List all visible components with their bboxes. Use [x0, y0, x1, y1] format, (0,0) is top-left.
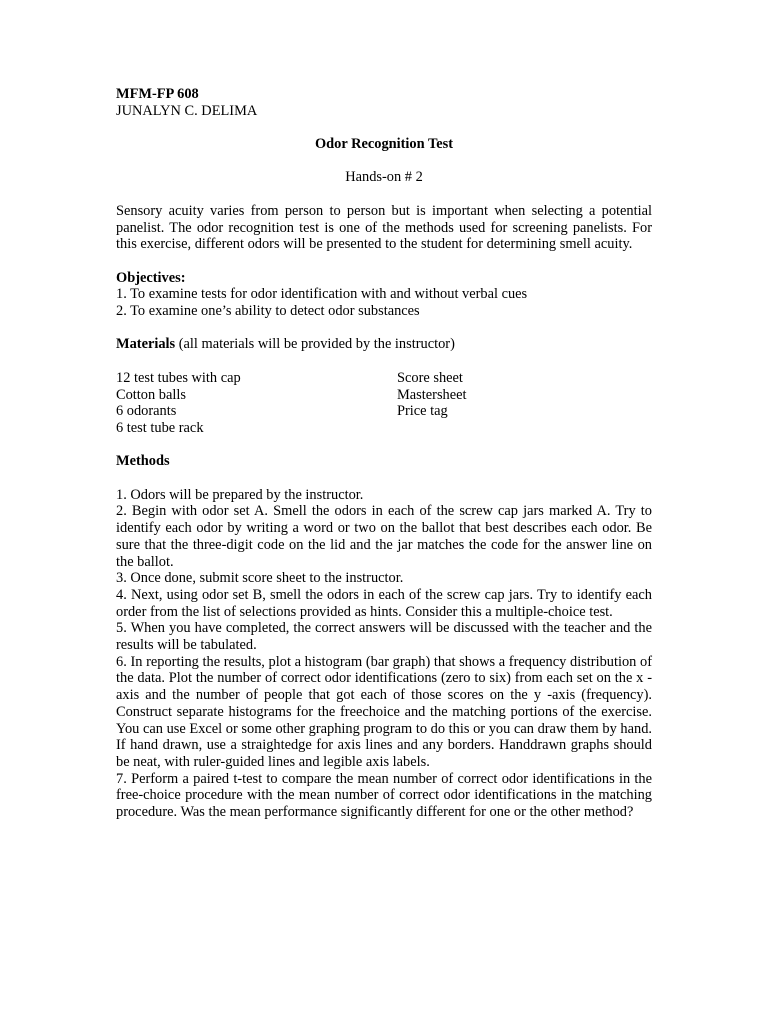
- material-item: 6 odorants: [116, 403, 177, 420]
- material-item: 6 test tube rack: [116, 419, 204, 436]
- material-item: Price tag: [397, 403, 448, 420]
- method-step: 7. Perform a paired t-test to compare the mean number of correct odor identifications in the free-choice procedure with the mean number of correct odor identifications in the matching procedure. Was the mean performance significantly different for one or the other method?: [116, 770, 652, 821]
- objectives-heading: Objectives:: [116, 269, 186, 286]
- method-step: 4. Next, using odor set B, smell the odors in each of the screw cap jars. Try to identify each order from the list of selections provided as hints. Consider this a multiple-choice test.: [116, 586, 652, 620]
- method-step: 3. Once done, submit score sheet to the instructor.: [116, 570, 404, 587]
- author-name: JUNALYN C. DELIMA: [116, 102, 258, 119]
- objective-item: 2. To examine one’s ability to detect odor substances: [116, 303, 420, 320]
- material-item: Cotton balls: [116, 386, 186, 403]
- material-item: 12 test tubes with cap: [116, 369, 241, 386]
- material-item: [397, 420, 652, 437]
- method-step: 6. In reporting the results, plot a histogram (bar graph) that shows a frequency distribution of the data. Plot the number of correct odor identifications (zero to six) from each set on the x -axis and the number of people that got each of those scores on the y -axis (frequency). Construct separate histograms for the freechoice and the matching portions of the exercise. You can use Excel or some other graphing program to do this or you can draw them by hand. If hand drawn, use a straightedge for axis lines and any borders. Handdrawn graphs should be neat, with ruler-guided lines and legible axis labels.: [116, 653, 652, 770]
- objective-item: 1. To examine tests for odor identification with and without verbal cues: [116, 286, 528, 303]
- method-step: 5. When you have completed, the correct answers will be discussed with the teacher and the results will be tabulated.: [116, 620, 652, 654]
- materials-note: (all materials will be provided by the instructor): [175, 336, 455, 353]
- method-step: 2. Begin with odor set A. Smell the odors in each of the screw cap jars marked A. Try to identify each odor by writing a word or two on the ballot that best describes each odor. Be sure that the three-digit code on the lid and the jar matches the code for the answer line on the ballot.: [116, 503, 652, 570]
- document-subtitle: Hands-on # 2: [345, 169, 423, 186]
- methods-heading: Methods: [116, 453, 170, 470]
- course-code: MFM-FP 608: [116, 86, 199, 102]
- method-step: 1. Odors will be prepared by the instructor.: [116, 486, 364, 503]
- materials-list: [116, 370, 652, 437]
- materials-heading: Materials: [116, 336, 176, 353]
- document-title: Odor Recognition Test: [314, 136, 454, 153]
- document-content: [116, 86, 652, 821]
- material-item: Mastersheet: [397, 386, 467, 403]
- intro-paragraph: Sensory acuity varies from person to person but is important when selecting a potential panelist. The odor recognition test is one of the methods used for screening panelists. For this exercise, different odors will be presented to the student for determining smell acuity.: [116, 202, 652, 253]
- material-item: Score sheet: [397, 369, 463, 386]
- materials-heading-line: [116, 336, 652, 353]
